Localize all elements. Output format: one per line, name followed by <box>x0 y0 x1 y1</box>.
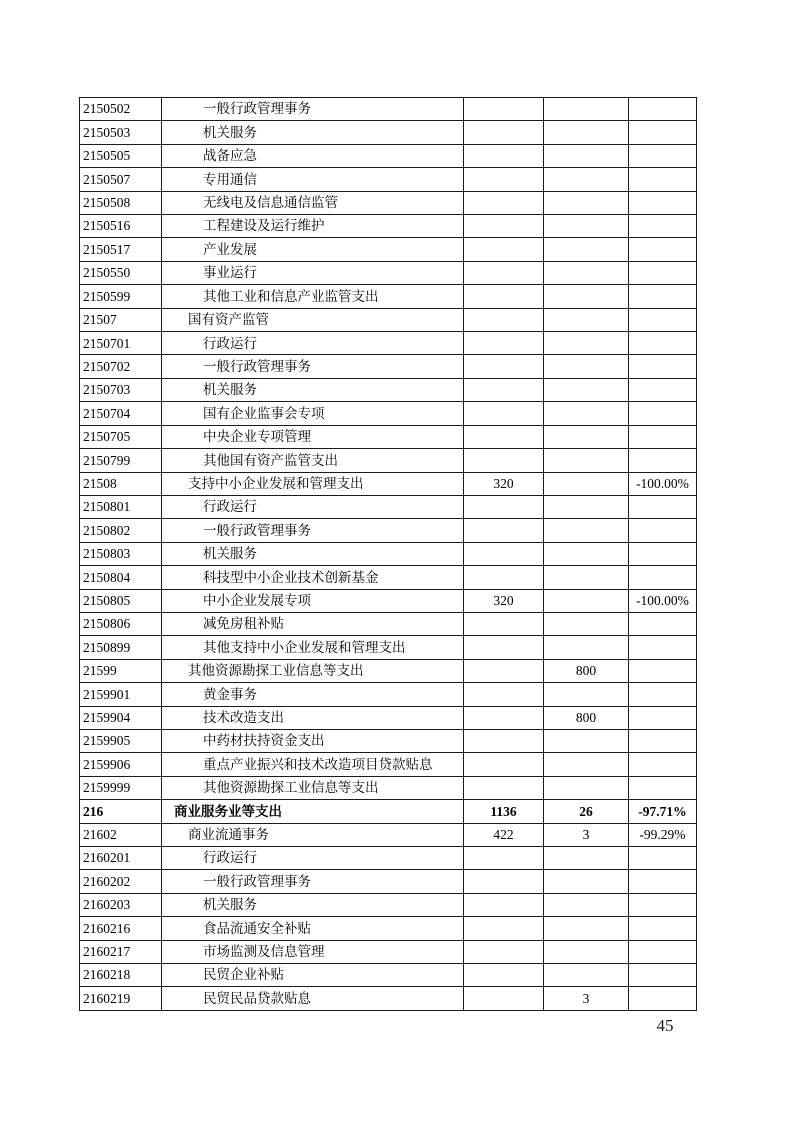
amount-column-1-cell: 422 <box>464 823 544 846</box>
amount-column-1-cell <box>464 449 544 472</box>
percent-change-cell <box>629 776 697 799</box>
table-row <box>80 261 697 284</box>
percent-change-cell: -99.29% <box>629 823 697 846</box>
amount-column-2-cell <box>544 917 629 940</box>
budget-code-cell: 2150550 <box>80 261 162 284</box>
budget-item-name-cell: 无线电及信息通信监管 <box>162 191 464 214</box>
amount-column-1-cell <box>464 308 544 331</box>
budget-item-name-cell: 民贸民品贷款贴息 <box>162 987 464 1011</box>
budget-code-cell: 2160217 <box>80 940 162 963</box>
amount-column-2-cell <box>544 753 629 776</box>
table-row <box>80 519 697 542</box>
amount-column-1-cell <box>464 425 544 448</box>
table-row <box>80 332 697 355</box>
percent-change-cell <box>629 495 697 518</box>
table-row <box>80 706 697 729</box>
table-row <box>80 847 697 870</box>
table-row <box>80 566 697 589</box>
percent-change-cell <box>629 144 697 167</box>
amount-column-1-cell <box>464 144 544 167</box>
budget-code-cell: 2159901 <box>80 683 162 706</box>
percent-change-cell <box>629 332 697 355</box>
amount-column-2-cell <box>544 121 629 144</box>
percent-change-cell <box>629 308 697 331</box>
budget-code-cell: 2150801 <box>80 495 162 518</box>
amount-column-1-cell <box>464 191 544 214</box>
budget-item-name-cell: 中药材扶持资金支出 <box>162 729 464 752</box>
budget-item-name-cell: 机关服务 <box>162 378 464 401</box>
budget-code-cell: 2150805 <box>80 589 162 612</box>
table-row <box>80 449 697 472</box>
amount-column-1-cell <box>464 378 544 401</box>
percent-change-cell: -100.00% <box>629 472 697 495</box>
budget-table <box>79 97 697 1011</box>
budget-item-name-cell: 一般行政管理事务 <box>162 98 464 121</box>
budget-item-name-cell: 专用通信 <box>162 168 464 191</box>
budget-item-name-cell: 一般行政管理事务 <box>162 870 464 893</box>
budget-code-cell: 2160203 <box>80 893 162 916</box>
percent-change-cell <box>629 215 697 238</box>
table-row <box>80 659 697 682</box>
amount-column-1-cell: 320 <box>464 589 544 612</box>
table-row <box>80 964 697 987</box>
budget-code-cell: 21602 <box>80 823 162 846</box>
budget-item-name-cell: 中小企业发展专项 <box>162 589 464 612</box>
budget-code-cell: 2160218 <box>80 964 162 987</box>
amount-column-2-cell: 800 <box>544 706 629 729</box>
amount-column-1-cell <box>464 964 544 987</box>
amount-column-1-cell <box>464 753 544 776</box>
amount-column-2-cell <box>544 495 629 518</box>
amount-column-2-cell <box>544 238 629 261</box>
percent-change-cell <box>629 285 697 308</box>
amount-column-2-cell <box>544 589 629 612</box>
budget-code-cell: 2150701 <box>80 332 162 355</box>
table-row <box>80 589 697 612</box>
budget-code-cell: 2150803 <box>80 542 162 565</box>
budget-item-name-cell: 其他国有资产监管支出 <box>162 449 464 472</box>
budget-item-name-cell: 事业运行 <box>162 261 464 284</box>
budget-code-cell: 2150799 <box>80 449 162 472</box>
table-row <box>80 121 697 144</box>
amount-column-1-cell <box>464 683 544 706</box>
amount-column-2-cell <box>544 332 629 355</box>
table-row <box>80 542 697 565</box>
table-row <box>80 940 697 963</box>
budget-item-name-cell: 减免房租补贴 <box>162 612 464 635</box>
table-row <box>80 472 697 495</box>
amount-column-2-cell <box>544 285 629 308</box>
percent-change-cell <box>629 191 697 214</box>
percent-change-cell <box>629 659 697 682</box>
budget-code-cell: 2159906 <box>80 753 162 776</box>
budget-item-name-cell: 国有企业监事会专项 <box>162 402 464 425</box>
percent-change-cell <box>629 355 697 378</box>
amount-column-2-cell <box>544 144 629 167</box>
amount-column-1-cell <box>464 659 544 682</box>
table-row <box>80 800 697 823</box>
budget-code-cell: 2159999 <box>80 776 162 799</box>
amount-column-2-cell <box>544 566 629 589</box>
amount-column-2-cell <box>544 612 629 635</box>
budget-code-cell: 2150508 <box>80 191 162 214</box>
budget-item-name-cell: 重点产业振兴和技术改造项目贷款贴息 <box>162 753 464 776</box>
budget-item-name-cell: 行政运行 <box>162 495 464 518</box>
amount-column-2-cell <box>544 636 629 659</box>
percent-change-cell <box>629 402 697 425</box>
amount-column-1-cell: 320 <box>464 472 544 495</box>
amount-column-2-cell <box>544 847 629 870</box>
budget-item-name-cell: 食品流通安全补贴 <box>162 917 464 940</box>
budget-code-cell: 2150703 <box>80 378 162 401</box>
percent-change-cell <box>629 566 697 589</box>
amount-column-2-cell <box>544 729 629 752</box>
table-row <box>80 425 697 448</box>
budget-item-name-cell: 机关服务 <box>162 121 464 144</box>
amount-column-2-cell <box>544 870 629 893</box>
table-row <box>80 893 697 916</box>
table-row <box>80 168 697 191</box>
percent-change-cell <box>629 519 697 542</box>
budget-item-name-cell: 支持中小企业发展和管理支出 <box>162 472 464 495</box>
budget-item-name-cell: 其他资源勘探工业信息等支出 <box>162 659 464 682</box>
table-row <box>80 636 697 659</box>
amount-column-2-cell <box>544 378 629 401</box>
budget-item-name-cell: 中央企业专项管理 <box>162 425 464 448</box>
budget-code-cell: 2150507 <box>80 168 162 191</box>
budget-code-cell: 2159904 <box>80 706 162 729</box>
amount-column-1-cell <box>464 776 544 799</box>
amount-column-1-cell <box>464 542 544 565</box>
budget-code-cell: 2150516 <box>80 215 162 238</box>
percent-change-cell <box>629 636 697 659</box>
amount-column-1-cell <box>464 987 544 1011</box>
percent-change-cell <box>629 917 697 940</box>
budget-code-cell: 2150899 <box>80 636 162 659</box>
amount-column-2-cell <box>544 519 629 542</box>
amount-column-2-cell <box>544 215 629 238</box>
amount-column-1-cell <box>464 847 544 870</box>
amount-column-1-cell <box>464 917 544 940</box>
budget-item-name-cell: 商业服务业等支出 <box>162 800 464 823</box>
amount-column-2-cell: 800 <box>544 659 629 682</box>
budget-item-name-cell: 技术改造支出 <box>162 706 464 729</box>
amount-column-1-cell <box>464 636 544 659</box>
table-row <box>80 215 697 238</box>
budget-code-cell: 216 <box>80 800 162 823</box>
table-row <box>80 238 697 261</box>
budget-code-cell: 2160201 <box>80 847 162 870</box>
percent-change-cell <box>629 98 697 121</box>
table-row <box>80 612 697 635</box>
percent-change-cell <box>629 729 697 752</box>
budget-code-cell: 21507 <box>80 308 162 331</box>
percent-change-cell <box>629 612 697 635</box>
percent-change-cell <box>629 683 697 706</box>
budget-item-name-cell: 国有资产监管 <box>162 308 464 331</box>
amount-column-1-cell <box>464 495 544 518</box>
budget-code-cell: 2160216 <box>80 917 162 940</box>
table-row <box>80 917 697 940</box>
percent-change-cell <box>629 449 697 472</box>
percent-change-cell: -100.00% <box>629 589 697 612</box>
table-row <box>80 144 697 167</box>
percent-change-cell <box>629 893 697 916</box>
budget-item-name-cell: 其他资源勘探工业信息等支出 <box>162 776 464 799</box>
table-row <box>80 870 697 893</box>
percent-change-cell <box>629 542 697 565</box>
budget-code-cell: 2150704 <box>80 402 162 425</box>
amount-column-2-cell: 3 <box>544 987 629 1011</box>
percent-change-cell: -97.71% <box>629 800 697 823</box>
percent-change-cell <box>629 425 697 448</box>
amount-column-2-cell: 3 <box>544 823 629 846</box>
amount-column-2-cell <box>544 355 629 378</box>
amount-column-1-cell <box>464 238 544 261</box>
budget-code-cell: 2150517 <box>80 238 162 261</box>
budget-code-cell: 2160219 <box>80 987 162 1011</box>
budget-item-name-cell: 其他支持中小企业发展和管理支出 <box>162 636 464 659</box>
budget-item-name-cell: 市场监测及信息管理 <box>162 940 464 963</box>
table-row <box>80 776 697 799</box>
percent-change-cell <box>629 238 697 261</box>
budget-item-name-cell: 产业发展 <box>162 238 464 261</box>
amount-column-2-cell <box>544 425 629 448</box>
amount-column-1-cell <box>464 121 544 144</box>
budget-code-cell: 2160202 <box>80 870 162 893</box>
amount-column-1-cell <box>464 98 544 121</box>
amount-column-2-cell <box>544 964 629 987</box>
table-row <box>80 683 697 706</box>
amount-column-1-cell <box>464 870 544 893</box>
table-row <box>80 378 697 401</box>
budget-item-name-cell: 黄金事务 <box>162 683 464 706</box>
percent-change-cell <box>629 121 697 144</box>
budget-item-name-cell: 民贸企业补贴 <box>162 964 464 987</box>
amount-column-2-cell <box>544 191 629 214</box>
budget-code-cell: 2159905 <box>80 729 162 752</box>
amount-column-1-cell <box>464 168 544 191</box>
percent-change-cell <box>629 847 697 870</box>
amount-column-2-cell: 26 <box>544 800 629 823</box>
percent-change-cell <box>629 261 697 284</box>
amount-column-1-cell <box>464 332 544 355</box>
table-row <box>80 308 697 331</box>
percent-change-cell <box>629 964 697 987</box>
amount-column-2-cell <box>544 98 629 121</box>
amount-column-2-cell <box>544 449 629 472</box>
budget-item-name-cell: 机关服务 <box>162 893 464 916</box>
table-row <box>80 495 697 518</box>
budget-item-name-cell: 一般行政管理事务 <box>162 519 464 542</box>
budget-code-cell: 2150505 <box>80 144 162 167</box>
amount-column-1-cell <box>464 566 544 589</box>
amount-column-2-cell <box>544 940 629 963</box>
budget-code-cell: 2150503 <box>80 121 162 144</box>
amount-column-1-cell: 1136 <box>464 800 544 823</box>
budget-item-name-cell: 工程建设及运行维护 <box>162 215 464 238</box>
amount-column-2-cell <box>544 893 629 916</box>
table-row <box>80 823 697 846</box>
table-row <box>80 729 697 752</box>
amount-column-1-cell <box>464 215 544 238</box>
amount-column-2-cell <box>544 683 629 706</box>
amount-column-1-cell <box>464 355 544 378</box>
budget-code-cell: 21508 <box>80 472 162 495</box>
percent-change-cell <box>629 870 697 893</box>
amount-column-2-cell <box>544 402 629 425</box>
budget-item-name-cell: 战备应急 <box>162 144 464 167</box>
amount-column-1-cell <box>464 706 544 729</box>
amount-column-1-cell <box>464 893 544 916</box>
percent-change-cell <box>629 753 697 776</box>
budget-code-cell: 2150806 <box>80 612 162 635</box>
budget-item-name-cell: 一般行政管理事务 <box>162 355 464 378</box>
table-row <box>80 98 697 121</box>
budget-code-cell: 2150502 <box>80 98 162 121</box>
table-row <box>80 355 697 378</box>
amount-column-2-cell <box>544 776 629 799</box>
percent-change-cell <box>629 378 697 401</box>
table-row <box>80 191 697 214</box>
percent-change-cell <box>629 168 697 191</box>
amount-column-1-cell <box>464 402 544 425</box>
percent-change-cell <box>629 940 697 963</box>
amount-column-1-cell <box>464 729 544 752</box>
budget-code-cell: 21599 <box>80 659 162 682</box>
table-row <box>80 987 697 1011</box>
table-row <box>80 402 697 425</box>
budget-code-cell: 2150599 <box>80 285 162 308</box>
amount-column-1-cell <box>464 519 544 542</box>
amount-column-2-cell <box>544 308 629 331</box>
budget-item-name-cell: 行政运行 <box>162 847 464 870</box>
budget-code-cell: 2150705 <box>80 425 162 448</box>
table-row <box>80 285 697 308</box>
budget-item-name-cell: 机关服务 <box>162 542 464 565</box>
table-row <box>80 753 697 776</box>
budget-item-name-cell: 科技型中小企业技术创新基金 <box>162 566 464 589</box>
budget-code-cell: 2150802 <box>80 519 162 542</box>
budget-item-name-cell: 商业流通事务 <box>162 823 464 846</box>
amount-column-1-cell <box>464 261 544 284</box>
amount-column-2-cell <box>544 472 629 495</box>
budget-code-cell: 2150702 <box>80 355 162 378</box>
amount-column-1-cell <box>464 612 544 635</box>
amount-column-2-cell <box>544 542 629 565</box>
budget-table-body <box>80 98 697 1011</box>
budget-item-name-cell: 其他工业和信息产业监管支出 <box>162 285 464 308</box>
budget-code-cell: 2150804 <box>80 566 162 589</box>
amount-column-2-cell <box>544 168 629 191</box>
percent-change-cell <box>629 987 697 1011</box>
amount-column-1-cell <box>464 940 544 963</box>
page-number: 45 <box>656 1016 674 1035</box>
percent-change-cell <box>629 706 697 729</box>
amount-column-1-cell <box>464 285 544 308</box>
amount-column-2-cell <box>544 261 629 284</box>
budget-item-name-cell: 行政运行 <box>162 332 464 355</box>
